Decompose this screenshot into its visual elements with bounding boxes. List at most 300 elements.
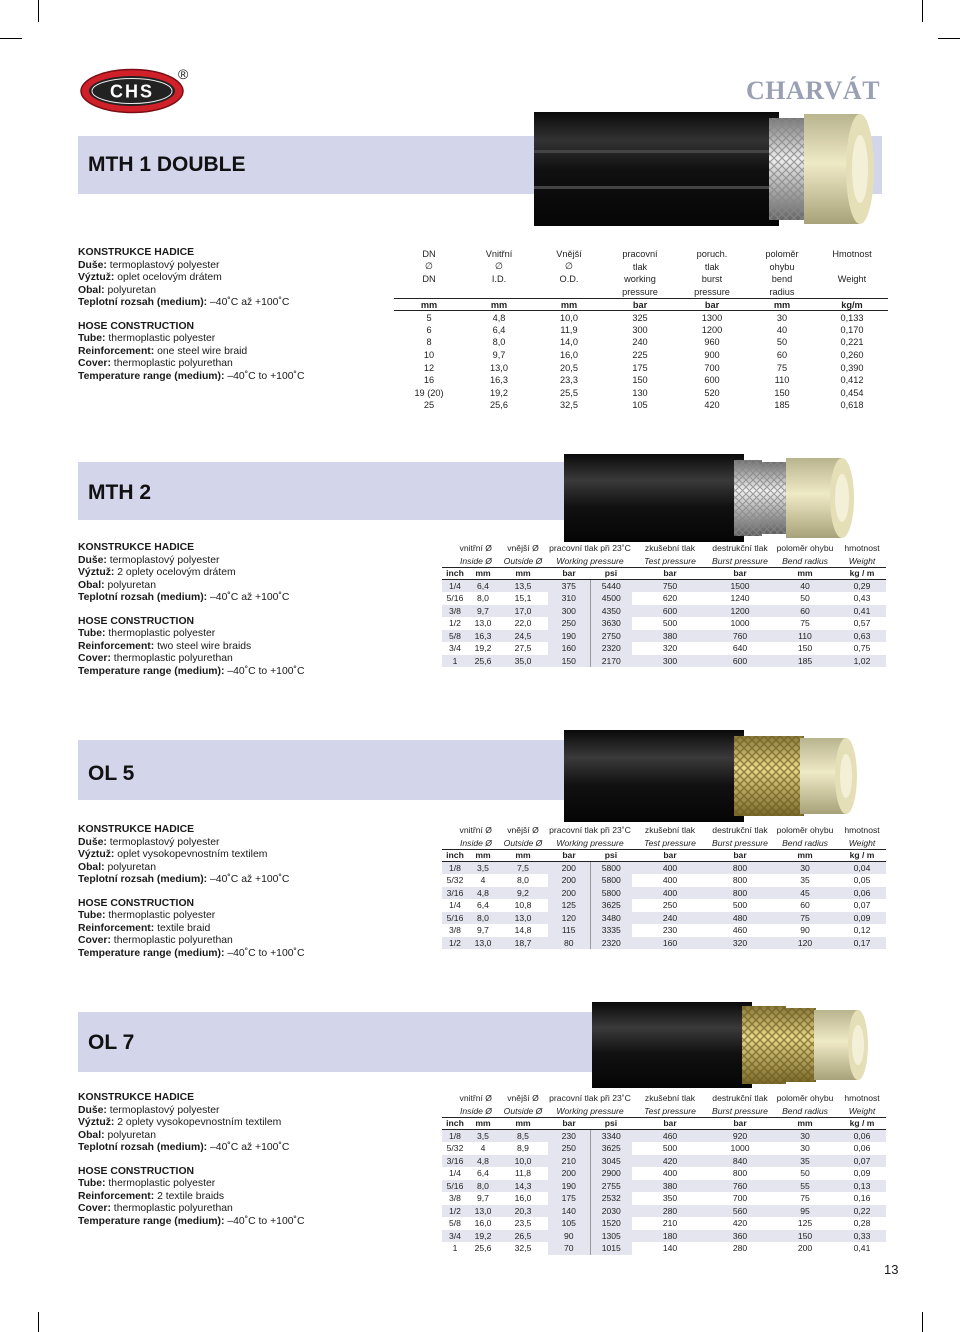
table-header-cell: Test pressure	[644, 1105, 696, 1116]
table-header-cell: working	[624, 274, 656, 285]
cz-line: Obal: polyuretan	[78, 861, 156, 873]
table-cell: 1520	[590, 1217, 632, 1230]
table-cell: 0,07	[838, 1155, 886, 1168]
table-cell: 1/2	[449, 618, 461, 629]
table-cell: 800	[708, 862, 772, 875]
table-cell: 13,0	[468, 1205, 498, 1218]
table-unit-cell: mm	[772, 567, 838, 580]
table-cell: 200	[548, 874, 590, 887]
table-cell: 10,8	[514, 900, 532, 911]
table-cell: 160	[548, 642, 590, 655]
table-cell: 0,133	[840, 312, 864, 323]
table-cell: 3,5	[468, 862, 498, 875]
table-cell: 300	[632, 655, 708, 668]
table-header-cell: pracovní tlak při 23˚C	[549, 825, 631, 836]
hose-image-mth1	[534, 110, 884, 228]
table-cell: 0,618	[840, 400, 864, 411]
table-cell: 2750	[590, 630, 632, 643]
table-row	[442, 862, 886, 875]
table-cell: 80	[548, 937, 590, 950]
cz-line: Duše: termoplastový polyester	[78, 554, 220, 566]
table-cell: 420	[632, 1155, 708, 1168]
table-cell: 150	[632, 375, 648, 386]
table-unit-cell: bar	[708, 1117, 772, 1130]
section-title: OL 5	[88, 762, 135, 785]
table-cell: 140	[662, 1243, 678, 1254]
table-cell: 760	[708, 630, 772, 643]
svg-text:CHS: CHS	[109, 81, 155, 102]
table-cell: 30	[772, 1130, 838, 1143]
table-unit-cell: mm	[772, 849, 838, 862]
en-line: Cover: thermoplastic polyurethan	[78, 1203, 233, 1214]
table-cell: 300	[632, 324, 648, 335]
table-cell: 14,0	[560, 337, 578, 348]
table-row	[442, 642, 886, 655]
table-cell: 75	[772, 912, 838, 925]
table-cell: 1	[442, 655, 468, 668]
table-cell: 125	[548, 899, 590, 912]
table-cell: 460	[632, 1130, 708, 1143]
table-cell: 6,4	[477, 900, 489, 911]
table-cell: 11,8	[514, 1168, 532, 1179]
table-header-cell: Weight	[837, 274, 867, 285]
table-cell: 25,6	[474, 1243, 492, 1254]
table-cell: 5800	[590, 887, 632, 900]
table-cell: 0,07	[853, 900, 871, 911]
table-row	[442, 1192, 886, 1205]
table-cell: 1/2	[442, 937, 468, 950]
table-header-row	[394, 273, 888, 286]
table-cell: 23,5	[514, 1218, 532, 1229]
table-cell: 200	[548, 862, 590, 875]
table-cell: 0,13	[838, 1180, 886, 1193]
table-cell: 2170	[590, 655, 632, 668]
table-cell: 1/2	[442, 1205, 468, 1218]
table-cell: 1300	[701, 312, 723, 323]
table-header-cell: Inside Ø	[459, 837, 492, 848]
table-cell: 2900	[590, 1167, 632, 1180]
table-cell: 175	[548, 1192, 590, 1205]
table-unit-cell: kg / m	[838, 567, 886, 580]
spec-table-mth1	[394, 248, 888, 412]
table-cell: 0,16	[853, 1193, 871, 1204]
table-cell: 1/8	[442, 862, 468, 875]
cz-line: Obal: polyuretan	[78, 1129, 156, 1141]
table-cell: 4,8	[468, 1155, 498, 1168]
table-cell: 280	[732, 1243, 748, 1254]
table-header-cell: tlak	[632, 261, 648, 272]
table-header-cell: vnější Ø	[507, 825, 539, 836]
table-header-row	[394, 286, 888, 299]
table-cell: 500	[662, 1143, 678, 1154]
en-line: Tube: thermoplastic polyester	[78, 1178, 216, 1189]
table-cell: 5/16	[442, 912, 468, 925]
table-cell: 800	[732, 875, 748, 886]
cz-line: Obal: polyuretan	[78, 284, 156, 296]
table-cell: 960	[704, 337, 720, 348]
table-header-row	[442, 1105, 886, 1118]
table-header-cell: Vnitřní	[485, 249, 513, 260]
table-cell: 350	[662, 1193, 678, 1204]
table-unit-cell: mm	[394, 298, 464, 311]
table-cell: 16,0	[474, 1218, 492, 1229]
table-header-row	[442, 542, 886, 555]
table-row	[442, 874, 886, 887]
table-row	[442, 1230, 886, 1243]
table-cell: 2532	[590, 1192, 632, 1205]
cz-line: Duše: termoplastový polyester	[78, 836, 220, 848]
table-row	[442, 655, 886, 668]
table-cell: 225	[632, 350, 648, 361]
table-header-cell: bend	[771, 274, 793, 285]
table-cell: 26,5	[498, 1230, 548, 1243]
table-unit-cell: bar	[676, 298, 748, 311]
cz-heading: KONSTRUKCE HADICE	[78, 824, 195, 835]
table-unit-cell: kg / m	[838, 1117, 886, 1130]
table-cell: 6	[426, 324, 432, 335]
table-cell: 95	[772, 1205, 838, 1218]
table-cell: 150	[774, 387, 790, 398]
table-cell: 13,0	[498, 912, 548, 925]
table-row	[442, 1142, 886, 1155]
table-cell: 45	[772, 887, 838, 900]
table-row	[442, 1167, 886, 1180]
table-cell: 110	[774, 375, 790, 386]
cz-line: Výztuž: oplet vysokopevnostním textilem	[78, 849, 268, 860]
table-cell: 8,0	[468, 1180, 498, 1193]
table-cell: 0,17	[838, 937, 886, 950]
table-cell: 14,8	[514, 925, 532, 936]
table-unit-cell: bar	[548, 567, 590, 580]
en-heading: HOSE CONSTRUCTION	[78, 1165, 195, 1177]
table-cell: 4,8	[468, 887, 498, 900]
table-cell: 16	[423, 375, 435, 386]
table-cell: 125	[797, 1218, 813, 1229]
spec-table-mth2	[442, 542, 886, 667]
crop-mark	[922, 1312, 923, 1332]
table-cell: 280	[632, 1205, 708, 1218]
table-unit-cell: mm	[498, 849, 548, 862]
table-cell: 150	[772, 1230, 838, 1243]
table-cell: 16,0	[514, 1193, 532, 1204]
table-cell: 9,2	[498, 887, 548, 900]
table-cell: 13,0	[474, 618, 492, 629]
table-cell: 8,0	[517, 875, 529, 886]
table-cell: 0,57	[853, 618, 871, 629]
table-cell: 6,4	[492, 324, 506, 335]
table-cell: 200	[548, 887, 590, 900]
table-cell: 25,6	[468, 655, 498, 668]
brand-name: CHARVÁT	[746, 76, 881, 105]
table-unit-cell: bar	[632, 567, 708, 580]
table-header-cell: Working pressure	[556, 837, 624, 848]
table-cell: 560	[708, 1205, 772, 1218]
table-row	[394, 399, 888, 412]
table-cell: 3/16	[442, 1155, 468, 1168]
hose-image-mth2	[564, 452, 884, 544]
table-header-row	[442, 837, 886, 850]
page-number: 13	[884, 1262, 899, 1277]
table-unit-cell: mm	[468, 1117, 498, 1130]
table-cell: 35,0	[498, 655, 548, 668]
table-cell: 16,3	[468, 630, 498, 643]
table-header-cell: Outside Ø	[503, 1105, 543, 1116]
table-cell: 400	[632, 862, 708, 875]
table-cell: 800	[708, 887, 772, 900]
table-cell: 0,05	[853, 875, 871, 886]
description-mth2	[78, 542, 378, 678]
table-cell: 40	[772, 580, 838, 593]
cz-heading: KONSTRUKCE HADICE	[78, 247, 195, 258]
table-cell: 325	[632, 312, 648, 323]
cz-heading: KONSTRUKCE HADICE	[78, 1092, 195, 1103]
description-mth1	[78, 247, 378, 383]
table-cell: 5	[426, 312, 432, 323]
table-cell: 2755	[590, 1180, 632, 1193]
table-cell: 1/4	[449, 1168, 461, 1179]
en-heading: HOSE CONSTRUCTION	[78, 615, 195, 627]
en-line: Tube: thermoplastic polyester	[78, 910, 216, 921]
table-header-cell: I.D.	[491, 274, 507, 285]
table-unit-cell: mm	[498, 567, 548, 580]
table-cell: 9,7	[477, 925, 489, 936]
table-cell: 22,0	[514, 618, 532, 629]
table-cell: 185	[774, 400, 790, 411]
table-cell: 4	[480, 1143, 486, 1154]
table-cell: 5/32	[446, 1143, 464, 1154]
table-row	[442, 617, 886, 630]
table-cell: 320	[708, 937, 772, 950]
table-row	[442, 912, 886, 925]
table-unit-cell: psi	[590, 1117, 632, 1130]
table-cell: 500	[732, 900, 748, 911]
table-cell: 60	[776, 350, 788, 361]
table-row	[442, 1155, 886, 1168]
table-unit-cell: psi	[590, 849, 632, 862]
table-cell: 160	[632, 937, 708, 950]
table-header-cell	[534, 286, 604, 299]
table-cell: 3335	[590, 924, 632, 937]
table-cell: 0,33	[838, 1230, 886, 1243]
table-cell: 4500	[590, 592, 632, 605]
table-row	[442, 887, 886, 900]
table-unit-cell: bar	[708, 849, 772, 862]
table-cell: 920	[708, 1130, 772, 1143]
table-cell: 6,4	[468, 580, 498, 593]
table-cell: 3/16	[442, 887, 468, 900]
table-header-cell: Burst pressure	[712, 1105, 768, 1116]
table-header-cell: poloměr ohybu	[776, 543, 834, 554]
table-header-cell: hmotnost	[844, 1093, 880, 1104]
table-header-cell: DN	[422, 274, 436, 285]
table-cell: 3625	[590, 1142, 632, 1155]
table-header-row	[394, 261, 888, 274]
table-cell: 240	[632, 912, 708, 925]
table-header-cell: DN	[422, 249, 436, 260]
en-line: Temperature range (medium): –40˚C to +100˚C	[78, 370, 305, 382]
table-header-cell: Burst pressure	[712, 837, 768, 848]
table-cell: 9,7	[492, 350, 506, 361]
table-cell: 700	[704, 362, 720, 373]
table-cell: 14,3	[498, 1180, 548, 1193]
table-header-cell: Vnější	[556, 249, 582, 260]
table-header-cell: Bend radius	[782, 1105, 828, 1116]
table-cell: 2030	[590, 1205, 632, 1218]
table-cell: 250	[662, 900, 678, 911]
table-cell: 4	[480, 875, 486, 886]
en-line: Reinforcement: one steel wire braid	[78, 345, 248, 357]
table-cell: 4350	[590, 605, 632, 618]
table-cell: 190	[548, 1180, 590, 1193]
table-cell: 1200	[701, 324, 723, 335]
table-row	[442, 580, 886, 593]
table-cell: 30	[800, 1143, 810, 1154]
table-cell: 6,4	[477, 1168, 489, 1179]
table-cell: 310	[548, 592, 590, 605]
table-row	[442, 1205, 886, 1218]
table-cell: 400	[662, 1168, 678, 1179]
table-header-cell: destrukční tlak	[712, 543, 768, 554]
table-cell: 24,5	[498, 630, 548, 643]
table-row	[394, 374, 888, 387]
table-header-cell: Bend radius	[782, 837, 828, 848]
table-header-cell: Inside Ø	[459, 1105, 492, 1116]
table-cell: 75	[800, 1193, 810, 1204]
table-unit-cell: inch	[442, 567, 468, 580]
table-header-cell: ∅	[494, 261, 503, 272]
table-unit-cell: mm	[464, 298, 534, 311]
table-cell: 620	[662, 593, 678, 604]
table-cell: 60	[772, 605, 838, 618]
cz-line: Obal: polyuretan	[78, 579, 156, 591]
table-cell: 25,6	[490, 400, 508, 411]
table-cell: 8,0	[477, 593, 489, 604]
cz-heading: KONSTRUKCE HADICE	[78, 542, 195, 553]
table-header-cell: O.D.	[559, 274, 579, 285]
table-cell: 185	[772, 655, 838, 668]
table-cell: 4,8	[492, 312, 506, 323]
table-cell: 50	[800, 1168, 810, 1179]
table-cell: 200	[548, 1167, 590, 1180]
cz-line: Teplotní rozsah (medium): –40˚C až +100˚C	[78, 874, 290, 885]
table-cell: 11,9	[560, 324, 578, 335]
table-cell: 25	[423, 400, 435, 411]
table-cell: 75	[776, 362, 788, 373]
table-cell: 3045	[590, 1155, 632, 1168]
table-cell: 3/8	[449, 1193, 461, 1204]
table-header-cell: Inside Ø	[459, 555, 492, 566]
table-cell: 800	[732, 1168, 748, 1179]
table-cell: 120	[548, 912, 590, 925]
table-cell: 0,412	[840, 375, 864, 386]
table-cell: 12	[423, 362, 435, 373]
table-header-cell	[394, 286, 464, 299]
en-line: Temperature range (medium): –40˚C to +100˚C	[78, 665, 305, 677]
table-cell: 8,0	[468, 912, 498, 925]
cz-line: Teplotní rozsah (medium): –40˚C až +100˚C	[78, 592, 290, 603]
table-header-cell: vnitřní Ø	[459, 543, 492, 554]
table-cell: 0,260	[840, 350, 864, 361]
table-header-cell: Bend radius	[782, 555, 828, 566]
table-cell: 5/16	[442, 1180, 468, 1193]
table-cell: 3,5	[468, 1130, 498, 1143]
table-cell: 0,12	[853, 925, 871, 936]
table-header-cell: Test pressure	[644, 555, 696, 566]
table-cell: 5800	[590, 862, 632, 875]
table-cell: 120	[772, 937, 838, 950]
table-cell: 840	[708, 1155, 772, 1168]
table-cell: 0,29	[838, 580, 886, 593]
table-row	[442, 1242, 886, 1255]
table-cell: 19,2	[490, 387, 508, 398]
table-header-cell: Working pressure	[556, 1105, 624, 1116]
table-cell: 300	[548, 605, 590, 618]
table-cell: 32,5	[560, 400, 578, 411]
table-cell: 230	[662, 925, 678, 936]
table-cell: 13,0	[490, 362, 508, 373]
table-cell: 460	[732, 925, 748, 936]
table-cell: 90	[800, 925, 810, 936]
table-cell: 13,5	[498, 580, 548, 593]
table-header-cell: hmotnost	[844, 825, 880, 836]
table-cell: 1000	[730, 1143, 750, 1154]
table-cell: 110	[772, 630, 838, 643]
table-header-cell	[464, 286, 534, 299]
table-cell: 900	[704, 350, 720, 361]
table-unit-cell: mm	[498, 1117, 548, 1130]
table-cell: 1240	[730, 593, 750, 604]
table-cell: 0,22	[838, 1205, 886, 1218]
table-cell: 105	[548, 1217, 590, 1230]
table-cell: 0,28	[853, 1218, 871, 1229]
section-title: MTH 1 DOUBLE	[88, 153, 246, 176]
table-header-cell: ohybu	[769, 261, 795, 272]
table-cell: 115	[548, 924, 590, 937]
table-header-cell: pressure	[622, 286, 658, 297]
table-row	[394, 387, 888, 400]
table-row	[442, 937, 886, 950]
table-header-cell: poloměr ohybu	[776, 1093, 834, 1104]
crop-mark	[0, 38, 22, 39]
crop-mark	[922, 0, 923, 22]
table-cell: 600	[708, 655, 772, 668]
en-line: Cover: thermoplastic polyurethan	[78, 358, 233, 369]
table-header-cell: hmotnost	[844, 543, 880, 554]
table-cell: 190	[548, 630, 590, 643]
table-cell: 7,5	[498, 862, 548, 875]
table-cell: 600	[632, 605, 708, 618]
table-cell: 19 (20)	[414, 387, 444, 398]
table-cell: 3/8	[449, 925, 461, 936]
table-unit-cell: mm	[468, 567, 498, 580]
table-cell: 0,04	[838, 862, 886, 875]
table-unit-cell: inch	[442, 849, 468, 862]
table-cell: 0,41	[838, 605, 886, 618]
table-cell: 3630	[590, 617, 632, 630]
table-cell: 8,5	[498, 1130, 548, 1143]
table-header-row	[442, 1092, 886, 1105]
table-cell: 480	[708, 912, 772, 925]
cz-line: Teplotní rozsah (medium): –40˚C až +100˚C	[78, 297, 290, 308]
table-header-row	[394, 248, 888, 261]
table-header-cell: vnitřní Ø	[459, 1093, 492, 1104]
en-line: Reinforcement: textile braid	[78, 922, 211, 934]
table-cell: 400	[632, 887, 708, 900]
table-cell: 3/8	[442, 605, 468, 618]
table-unit-cell: bar	[548, 849, 590, 862]
table-units-row	[394, 298, 888, 311]
table-cell: 250	[548, 1142, 590, 1155]
